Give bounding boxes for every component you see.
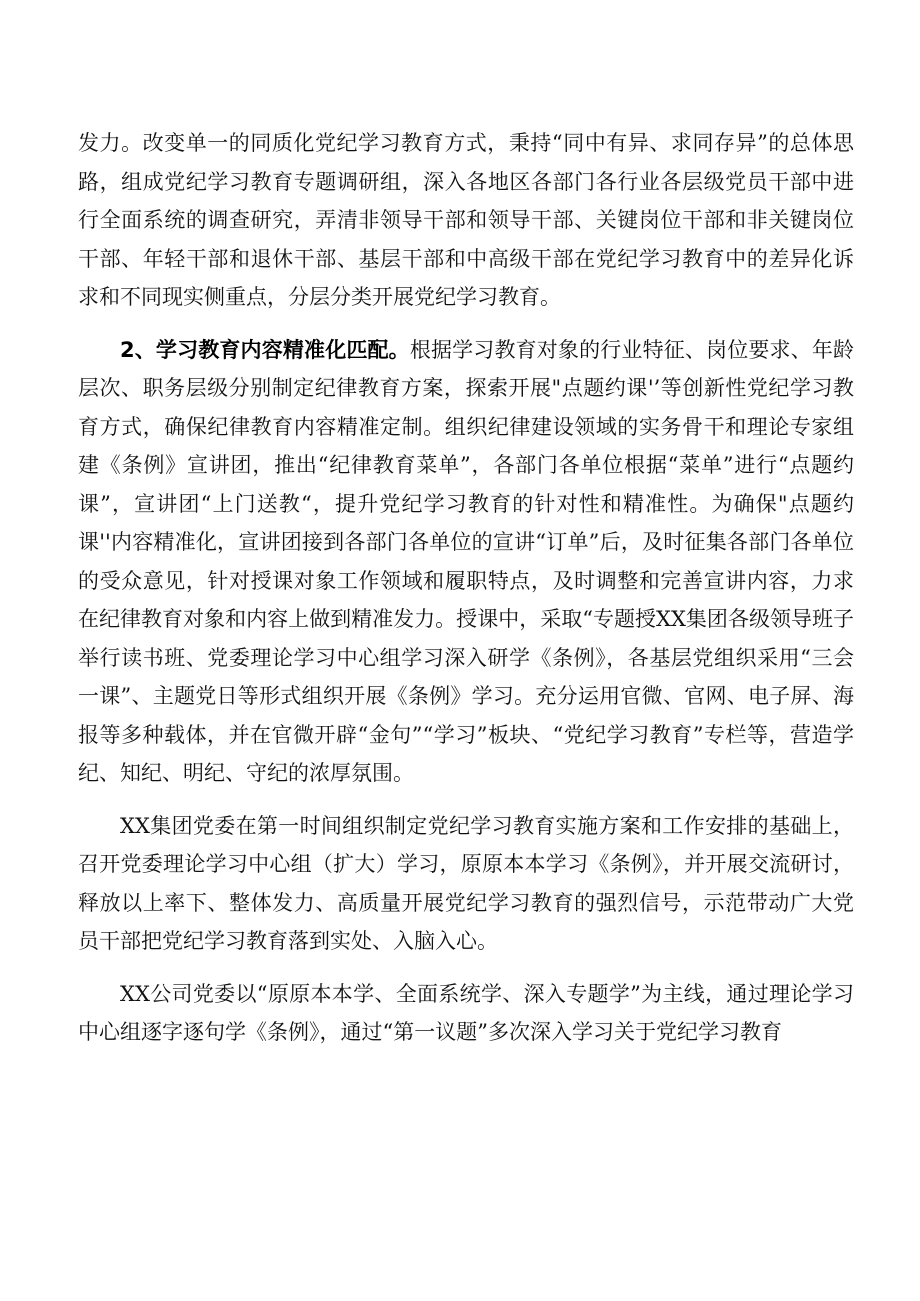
paragraph-2 bbox=[78, 331, 854, 793]
paragraph-4-text: XX公司党委以“原原本本学、全面系统学、深入专题学”为主线，通过理论学习中心组逐字逐句学《条例》，通过“第一议题”多次深入学习关于党纪学习教育 bbox=[78, 981, 854, 1044]
paragraph-4 bbox=[78, 975, 854, 1052]
paragraph-2-text: 根据学习教育对象的行业特征、岗位要求、年龄层次、职务层级分别制定纪律教育方案，探索开展"点题约课'’等创新性党纪学习教育方式，确保纪律教育内容精准定制。组织纪律建设领域的实务骨干和理论专家组建《条例》宣讲团，推出“纪律教育菜单”，各部门各单位根据“菜单”进行“点题约课”，宣讲团“上门送教“，提升党纪学习教育的针对性和精准性。为确保"点题约课''内容精准化，宣讲团接到各部门各单位的宣讲“订单”后，及时征集各部门各单位的受众意见，针对授课对象工作领域和履职特点，及时调整和完善宣讲内容，力求在纪律教育对象和内容上做到精准发力。授课中，采取“专题授XX集团各级领导班子举行读书班、党委理论学习中心组学习深入研学《条例》，各基层党组织采用“三会一课”、主题党日等形式组织开展《条例》学习。充分运用官微、官网、电子屏、海报等多种载体，并在官微开辟“金句”“学习”板块、“党纪学习教育”专栏等，营造学纪、知纪、明纪、守纪的浓厚氛围。 bbox=[78, 337, 854, 785]
paragraph-3 bbox=[78, 807, 854, 961]
document-body bbox=[78, 124, 854, 1052]
paragraph-2-heading: 2、学习教育内容精准化匹配。 bbox=[120, 337, 410, 362]
paragraph-3-text: XX集团党委在第一时间组织制定党纪学习教育实施方案和工作安排的基础上，召开党委理论学习中心组（扩大）学习，原原本本学习《条例》，并开展交流研讨，释放以上率下、整体发力、高质量开展党纪学习教育的强烈信号，示范带动广大党员干部把党纪学习教育落到实处、入脑入心。 bbox=[78, 813, 854, 953]
paragraph-1 bbox=[78, 124, 854, 317]
paragraph-1-text: 发力。改变单一的同质化党纪学习教育方式，秉持“同中有异、求同存异”的总体思路，组成党纪学习教育专题调研组，深入各地区各部门各行业各层级党员干部中进行全面系统的调查研究，弄清非领导干部和领导干部、关键岗位干部和非关键岗位干部、年轻干部和退休干部、基层干部和中高级干部在党纪学习教育中的差异化诉求和不同现实侧重点，分层分类开展党纪学习教育。 bbox=[78, 131, 854, 309]
